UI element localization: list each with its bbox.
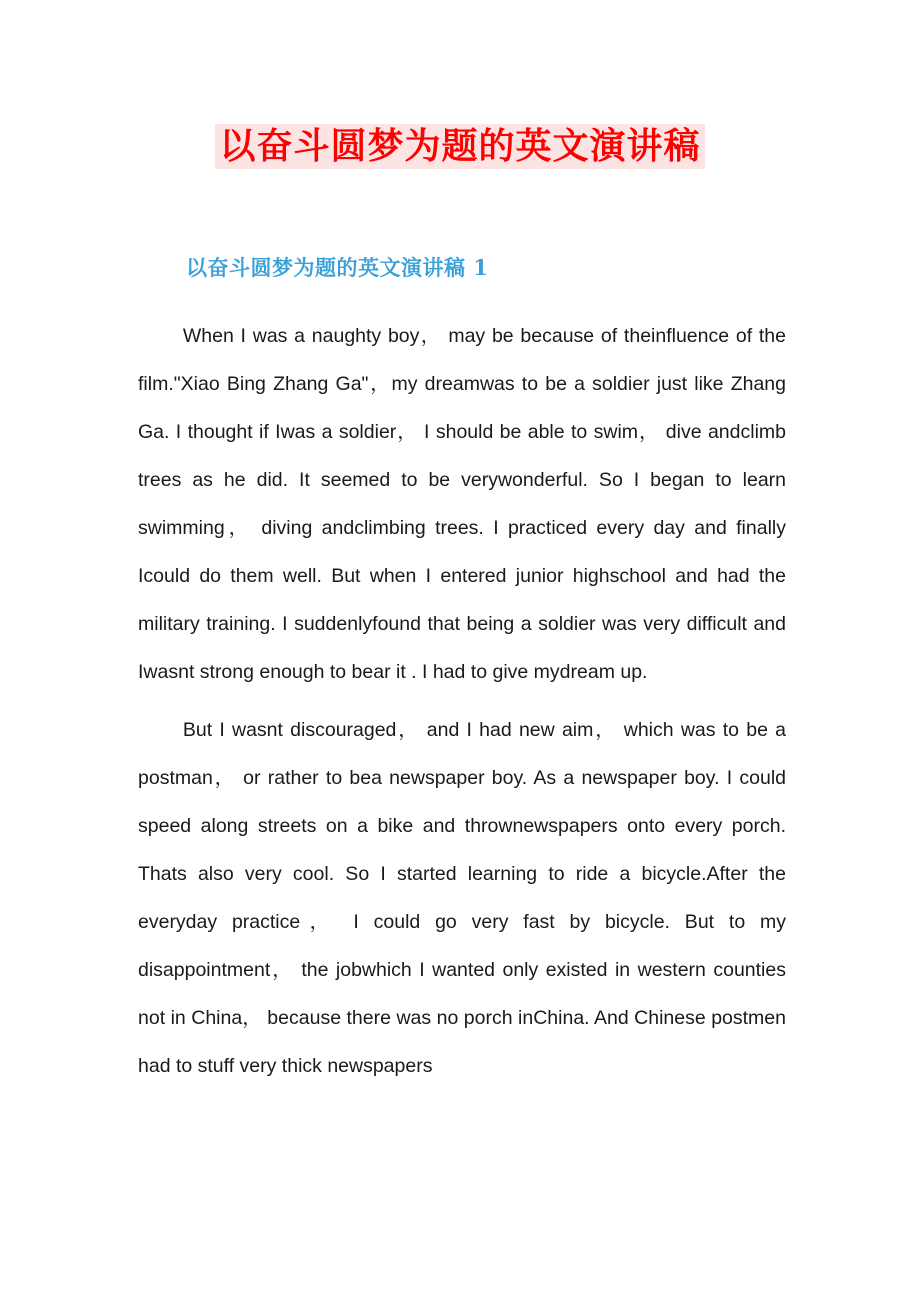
page-title-text: 以奋斗圆梦为题的英文演讲稿 — [215, 124, 704, 169]
page-title — [0, 118, 920, 169]
section-heading: 以奋斗圆梦为题的英文演讲稿 1 — [186, 255, 489, 280]
paragraph: When I was a naughty boy， may be because of theinfluence of the film."Xiao Bing Zhang Ga"，my dreamwas to be a soldier just like Zhang Ga. I thought if Iwas a soldier， I should be able to swim， dive andclimb trees as he did. It seemed to be verywonderful. So I began to learn swimming， diving andclimbing trees. I practiced every day and finally Icould do them well. But when I entered junior highschool and had the military training. I suddenlyfound that being a soldier was very difficult and Iwasnt strong enough to bear it . I had to give mydream up. — [138, 325, 786, 683]
paragraph: But I wasnt discouraged， and I had new aim， which was to be a postman， or rather to bea newspaper boy. As a newspaper boy. I could speed along streets on a bike and thrownewspapers onto every porch. Thats also very cool. So I started learning to ride a bicycle.After the everyday practice， I could go very fast by bicycle. But to my disappointment， the jobwhich I wanted only existed in western counties not in China， because there was no porch inChina. And Chinese postmen had to stuff very thick newspapers — [138, 719, 786, 1077]
document-body — [138, 312, 786, 1090]
